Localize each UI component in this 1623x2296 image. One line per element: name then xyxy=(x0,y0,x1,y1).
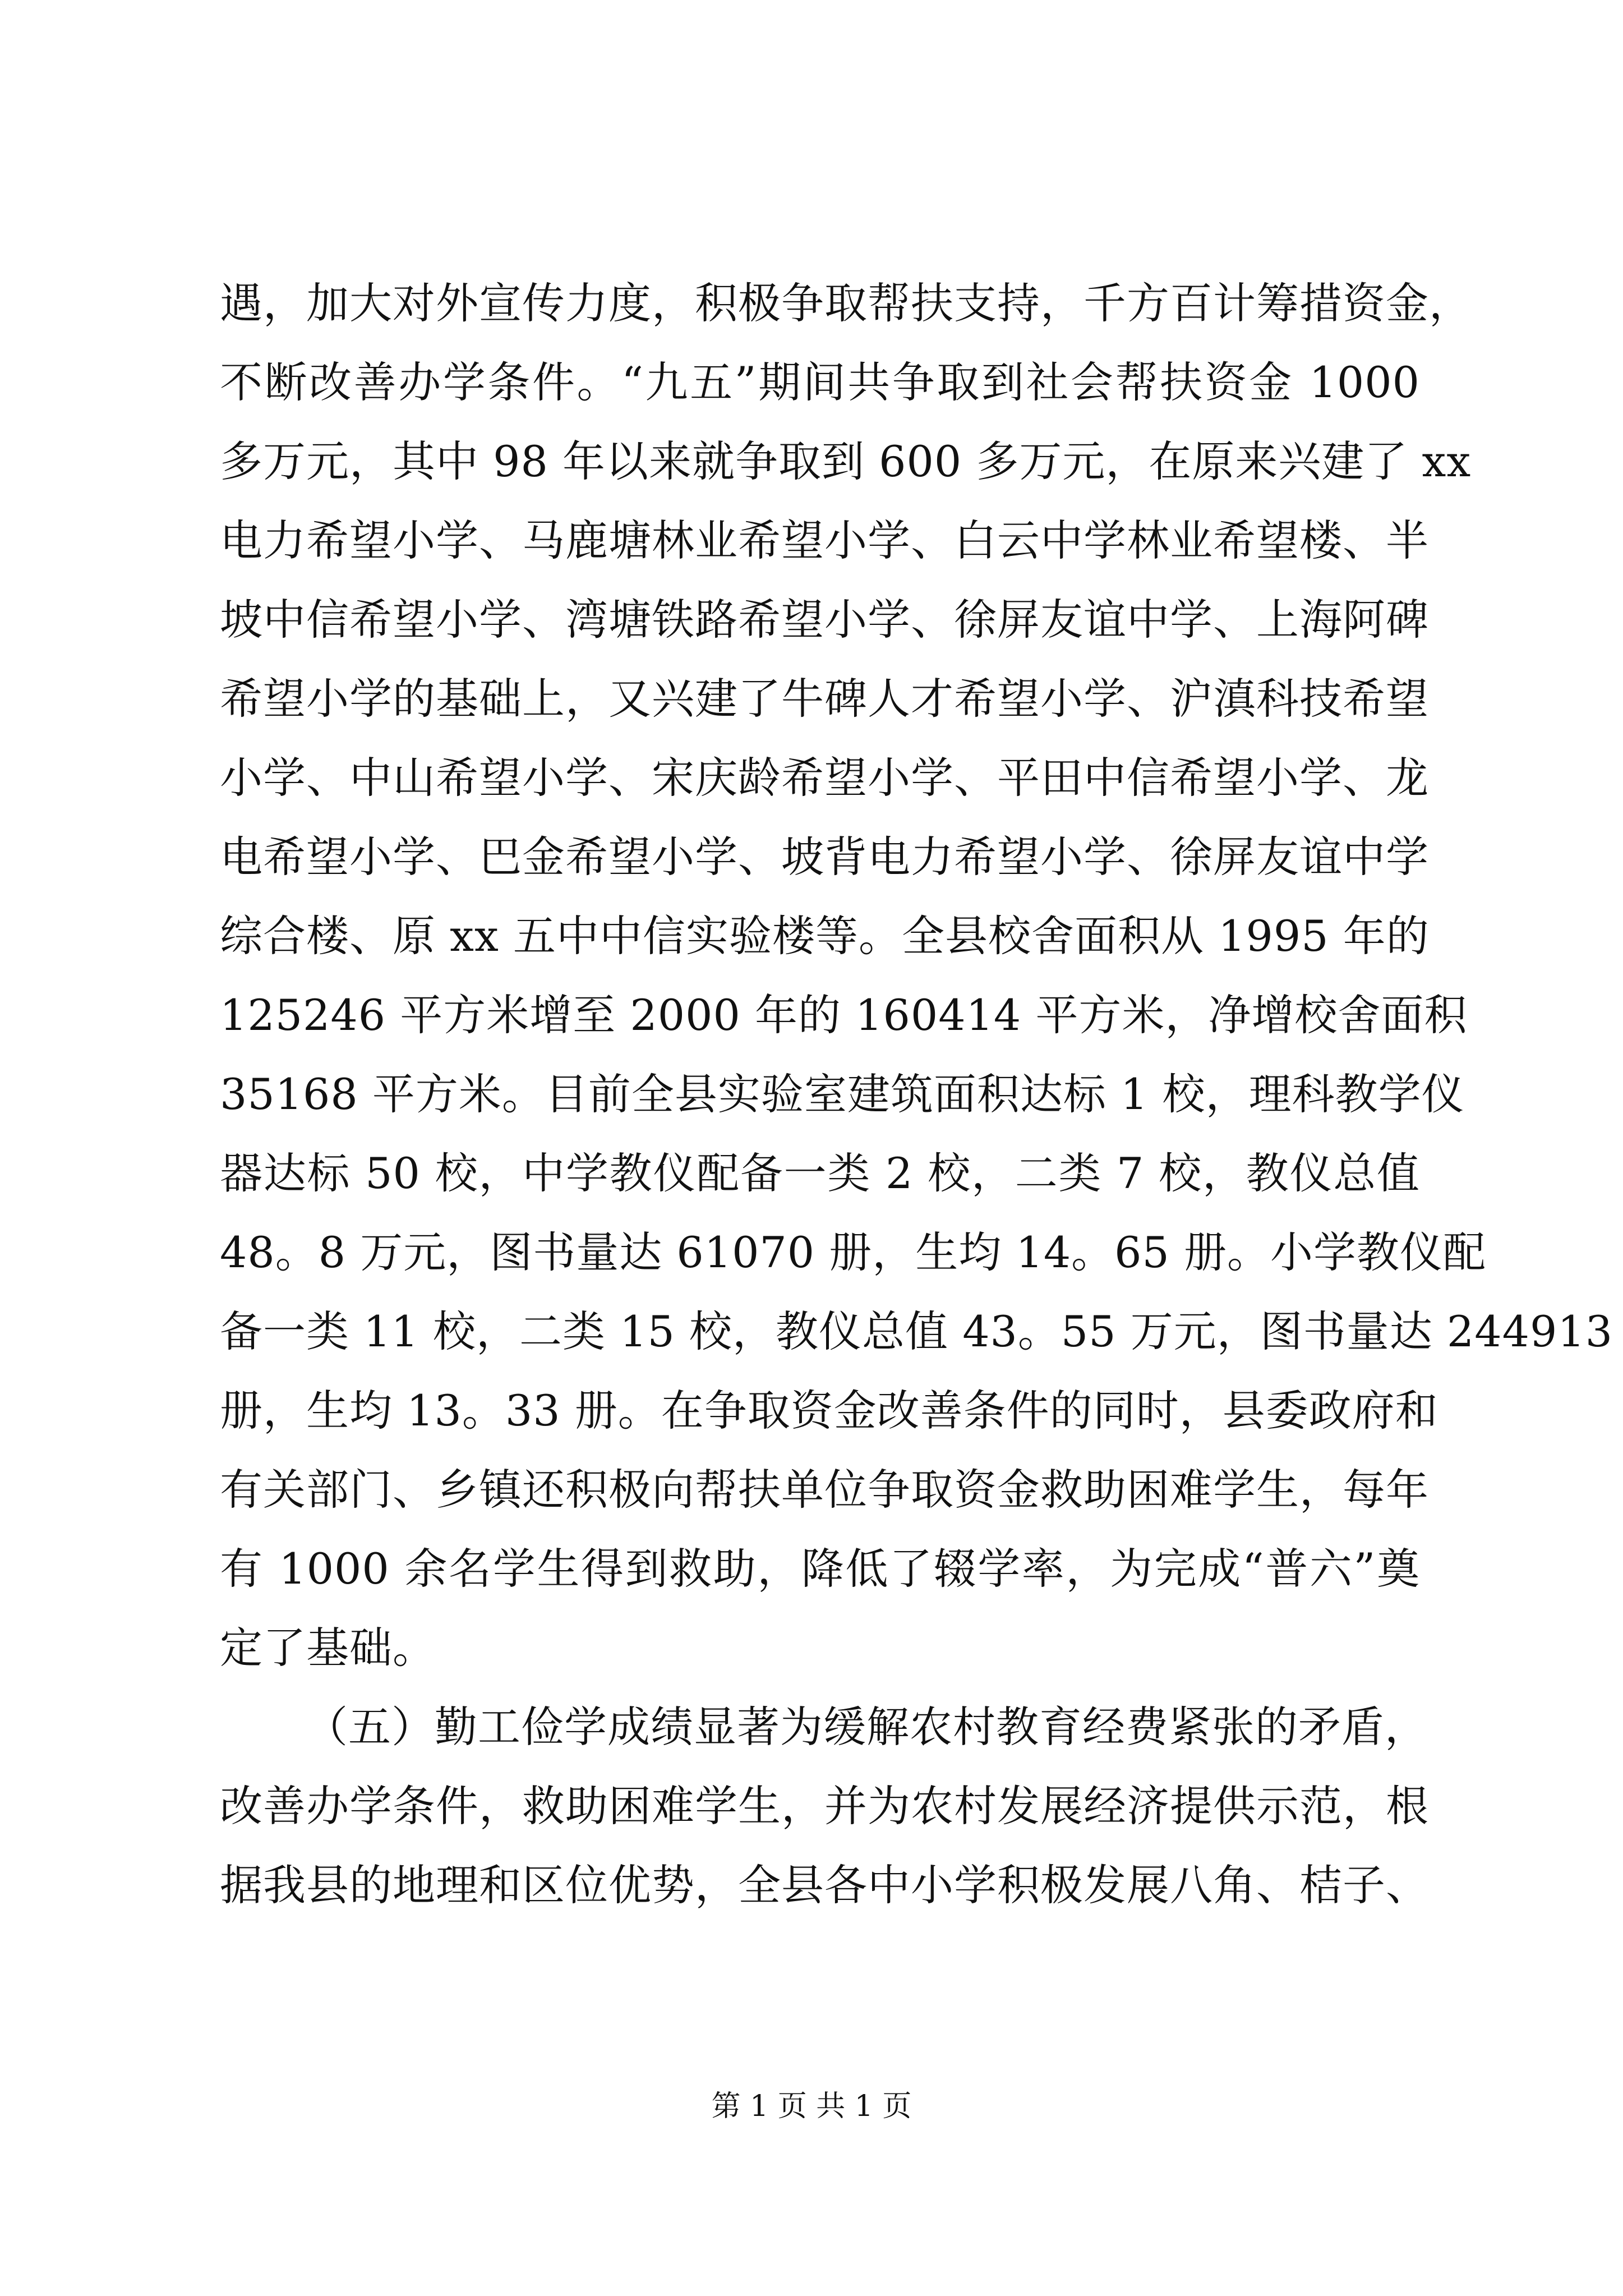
paragraph-1 xyxy=(220,264,1613,1687)
text-line: 35168 平方米。目前全县实验室建筑面积达标 1 校，理科教学仪 xyxy=(220,1069,1465,1119)
paragraph-2 xyxy=(220,1687,1429,1925)
text-line: 有关部门、乡镇还积极向帮扶单位争取资金救助困难学生，每年 xyxy=(220,1465,1429,1515)
text-line: 48。8 万元，图书量达 61070 册，生均 14。65 册。小学教仪配 xyxy=(220,1227,1487,1277)
text-line: 有 1000 余名学生得到救助，降低了辍学率，为完成“普六”奠 xyxy=(220,1544,1420,1594)
text-line: 坡中信希望小学、湾塘铁路希望小学、徐屏友谊中学、上海阿碑 xyxy=(220,595,1429,645)
text-line: 电力希望小学、马鹿塘林业希望小学、白云中学林业希望楼、半 xyxy=(220,516,1429,565)
text-line: 遇，加大对外宣传力度，积极争取帮扶支持，千方百计筹措资金， xyxy=(220,278,1472,328)
page-number-label: 第 1 页 共 1 页 xyxy=(711,2090,912,2123)
text-line: 综合楼、原 xx 五中中信实验楼等。全县校舍面积从 1995 年的 xyxy=(220,911,1430,961)
text-line: 据我县的地理和区位优势，全县各中小学积极发展八角、桔子、 xyxy=(220,1860,1429,1910)
document-body xyxy=(220,264,1613,1925)
text-line: 改善办学条件，救助困难学生，并为农村发展经济提供示范，根 xyxy=(220,1781,1429,1831)
text-line: 小学、中山希望小学、宋庆龄希望小学、平田中信希望小学、龙 xyxy=(220,753,1429,803)
text-line: 册，生均 13。33 册。在争取资金改善条件的同时，县委政府和 xyxy=(220,1386,1438,1435)
page-footer xyxy=(0,2087,1623,2126)
text-line: 器达标 50 校，中学教仪配备一类 2 校，二类 7 校，教仪总值 xyxy=(220,1148,1420,1198)
text-line: 备一类 11 校，二类 15 校，教仪总值 43。55 万元，图书量达 244913 xyxy=(220,1306,1613,1356)
text-line: 希望小学的基础上，又兴建了牛碑人才希望小学、沪滇科技希望 xyxy=(220,674,1429,724)
text-line: 多万元，其中 98 年以来就争取到 600 多万元，在原来兴建了 xx xyxy=(220,436,1472,486)
text-line: 不断改善办学条件。“九五”期间共争取到社会帮扶资金 1000 xyxy=(220,357,1420,407)
text-line: 125246 平方米增至 2000 年的 160414 平方米，净增校舍面积 xyxy=(220,990,1468,1040)
text-line: 电希望小学、巴金希望小学、坡背电力希望小学、徐屏友谊中学 xyxy=(220,832,1429,882)
text-line: （五）勤工俭学成绩显著为缓解农村教育经费紧张的矛盾， xyxy=(305,1702,1428,1752)
text-line: 定了基础。 xyxy=(220,1623,436,1673)
